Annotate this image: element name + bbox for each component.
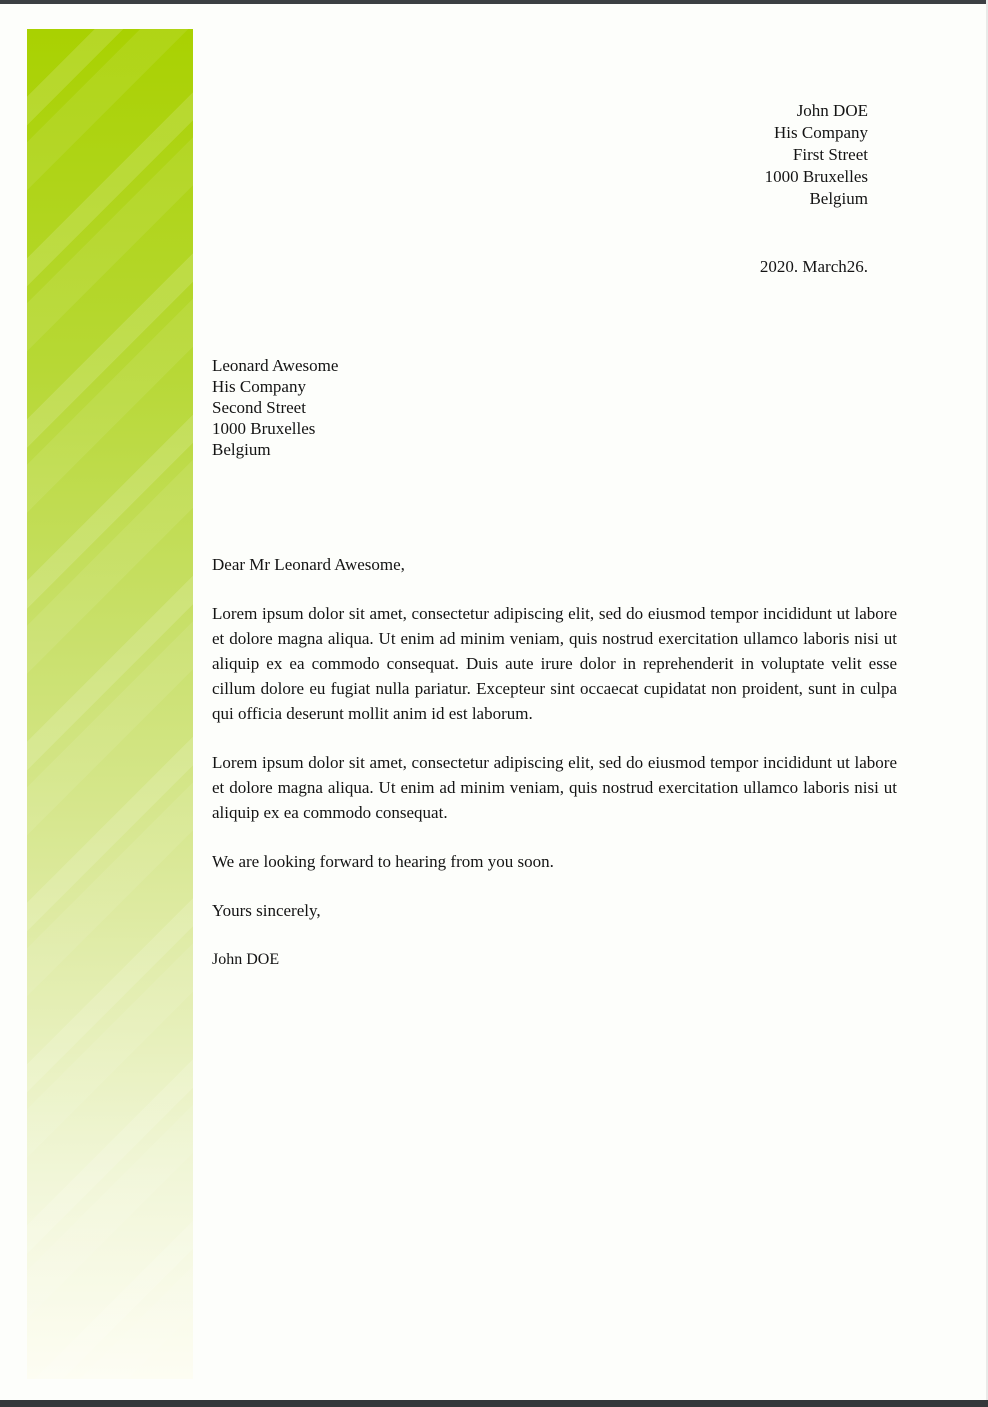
window-top-border [0,0,988,4]
letterhead-accent-bar [27,29,193,1379]
body-paragraph-1: Lorem ipsum dolor sit amet, consectetur adipiscing elit, sed do eiusmod tempor incididunt ut labore et dolore magna aliqua. Ut enim ad minim veniam, quis nostrud exercitation ullamco laboris nisi ut aliquip ex ea commodo consequat. Duis aute irure dolor in reprehenderit in voluptate velit esse cillum dolore eu fugiat nulla pariatur. Excepteur sint occaecat cupidatat non proident, sunt in culpa qui officia deserunt mollit anim id est laborum. [212,604,897,723]
letter-body [212,552,897,996]
letter-date: 2020. March26. [759,257,868,276]
signature-name: John DOE [212,951,280,968]
valediction: Yours sincerely, [212,901,321,920]
sender-city: 1000 Bruxelles [764,167,868,186]
window-bottom-border [0,1400,988,1407]
sender-country: Belgium [809,189,868,208]
sender-address-block [765,100,868,210]
recipient-country: Belgium [212,440,271,459]
recipient-name: Leonard Awesome [212,356,339,375]
body-paragraph-2: Lorem ipsum dolor sit amet, consectetur adipiscing elit, sed do eiusmod tempor incididunt ut labore et dolore magna aliqua. Ut enim ad minim veniam, quis nostrud exercitation ullamco laboris nisi ut aliquip ex ea commodo consequat. [212,753,897,822]
closing-line: We are looking forward to hearing from you soon. [212,852,554,871]
recipient-company: His Company [212,377,306,396]
recipient-city: 1000 Bruxelles [212,419,316,438]
sender-company: His Company [774,123,868,142]
sender-street: First Street [792,145,868,164]
recipient-address-block [212,355,338,460]
sender-name: John DOE [796,101,868,120]
recipient-street: Second Street [212,398,306,417]
salutation: Dear Mr Leonard Awesome, [212,555,405,574]
